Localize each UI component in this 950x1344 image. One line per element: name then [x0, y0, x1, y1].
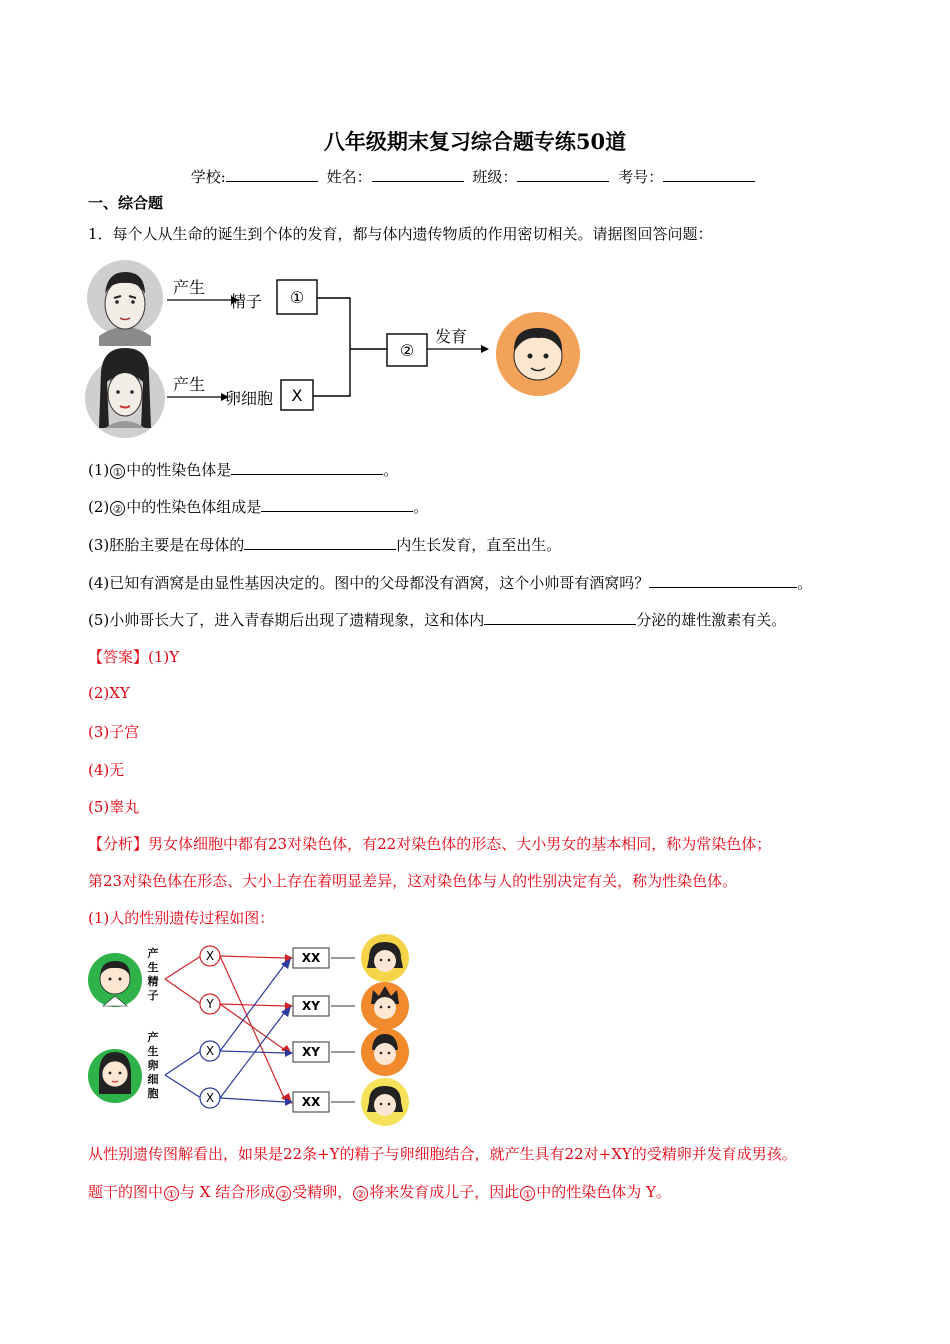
box-2-label: ②	[399, 341, 415, 360]
sub-question-4: (4)已知有酒窝是由显性基因决定的。图中的父母都没有酒窝，这个小帅哥有酒窝吗？ 。	[88, 574, 813, 592]
svg-text:X: X	[205, 1091, 215, 1105]
student-info-line	[0, 166, 950, 187]
analysis-para-1: 【分析】男女体细胞中都有23对染色体，有22对染色体的形态、大小男女的基本相同，称为常染色体；	[88, 835, 772, 853]
child-boy-2	[361, 1028, 409, 1076]
male-vertical-label	[147, 946, 159, 1002]
circled-one-b: ①	[520, 1186, 535, 1201]
analysis-para-2: 第23对染色体在形态、大小上存在着明显差异，这对染色体与人的性别决定有关，称为性染色体。	[88, 872, 738, 890]
svg-text:精: 精	[147, 975, 159, 988]
svg-text:细: 细	[147, 1073, 159, 1086]
svg-text:卵: 卵	[147, 1059, 159, 1072]
answer-line-4: (4)无	[88, 761, 125, 779]
section-heading: 一、综合题	[88, 194, 164, 212]
answer-line-5: (5)睾丸	[88, 798, 140, 816]
answer-blank-1[interactable]	[231, 460, 383, 475]
fertilization-diagram	[85, 252, 585, 447]
answer-line-2: (2)XY	[88, 684, 130, 702]
answer-line-1: 【答案】(1)Y	[88, 648, 180, 666]
circled-one-a: ①	[164, 1186, 179, 1201]
svg-text:XX: XX	[301, 951, 321, 965]
child-girl-1	[361, 934, 409, 982]
svg-text:XY: XY	[302, 999, 320, 1013]
answer-tag: 【答案】	[88, 648, 149, 666]
name-blank[interactable]	[372, 167, 464, 182]
sub-question-3: (3)胚胎主要是在母体的 内生长发育，直至出生。	[88, 536, 562, 554]
class-blank[interactable]	[517, 167, 609, 182]
child-girl-2	[361, 1078, 409, 1126]
circled-two-a: ②	[276, 1186, 291, 1201]
circled-two-b: ②	[353, 1186, 368, 1201]
svg-text:Y: Y	[206, 997, 214, 1011]
mother-portrait	[85, 348, 165, 438]
exam-no-blank[interactable]	[663, 167, 755, 182]
svg-text:X: X	[205, 1044, 215, 1058]
answer-blank-2[interactable]	[261, 497, 413, 512]
answer-blank-5[interactable]	[484, 610, 636, 625]
sub-question-2: (2) ② 中的性染色体组成是 。	[88, 498, 429, 516]
dad-avatar	[88, 953, 142, 1007]
svg-text:胞: 胞	[147, 1087, 159, 1100]
gametes	[200, 946, 220, 1108]
sub-question-1: (1) ① 中的性染色体是 。	[88, 461, 399, 479]
class-label: 班级：	[472, 168, 518, 186]
analysis-tag: 【分析】	[88, 835, 149, 853]
produce-label-bottom: 产生	[173, 375, 206, 394]
name-label: 姓名：	[326, 168, 372, 186]
father-portrait	[87, 260, 163, 346]
child-boy-1	[361, 982, 409, 1030]
svg-text:生: 生	[147, 1045, 159, 1058]
svg-text:产: 产	[147, 947, 159, 960]
egg-label: 卵细胞	[225, 389, 274, 408]
develop-label: 发育	[435, 327, 468, 346]
produce-label-top: 产生	[173, 278, 206, 297]
school-label: 学校:	[190, 168, 226, 186]
sub-question-5: (5)小帅哥长大了，进入青春期后出现了遗精现象，这和体内 分泌的雄性激素有关。	[88, 611, 787, 629]
answer-blank-3[interactable]	[244, 535, 396, 550]
svg-text:产: 产	[147, 1031, 159, 1044]
female-vertical-label	[148, 1030, 159, 1100]
svg-text:子: 子	[147, 989, 159, 1002]
svg-text:XX: XX	[301, 1095, 321, 1109]
box-1-label: ①	[289, 288, 305, 307]
child-arrows	[331, 958, 355, 1102]
analysis-para-4: 从性别遗传图解看出，如果是22条+Y的精子与卵细胞结合，就产生具有22对+XY的受精卵并发育成男孩。	[88, 1145, 797, 1163]
sperm-lines	[220, 954, 293, 1104]
exam-no-label: 考号：	[618, 168, 664, 186]
circled-one: ①	[110, 464, 125, 479]
answer-line-3: (3)子宫	[88, 723, 140, 741]
box-x-label: X	[291, 386, 303, 405]
svg-text:XY: XY	[302, 1045, 320, 1059]
son-portrait	[496, 312, 580, 396]
sex-inheritance-diagram	[85, 934, 425, 1130]
mom-avatar	[88, 1049, 142, 1103]
analysis-para-5: 题干的图中 ① 与 X 结合形成 ② 受精卵， ② 将来发育成儿子，因此 ① 中的性染色体为 Y。	[88, 1183, 671, 1201]
zygotes	[293, 948, 329, 1112]
question-stem: 1．每个人从生命的诞生到个体的发育，都与体内遗传物质的作用密切相关。请据图回答问题：	[88, 225, 713, 243]
school-blank[interactable]	[226, 167, 318, 182]
sperm-label: 精子	[230, 292, 263, 311]
analysis-para-3: (1)人的性别遗传过程如图：	[88, 909, 275, 927]
circled-two: ②	[110, 501, 125, 516]
answer-blank-4[interactable]	[649, 573, 797, 588]
svg-text:生: 生	[147, 961, 159, 974]
page-title: 八年级期末复习综合题专练50道	[323, 129, 627, 154]
svg-text:X: X	[205, 949, 215, 963]
